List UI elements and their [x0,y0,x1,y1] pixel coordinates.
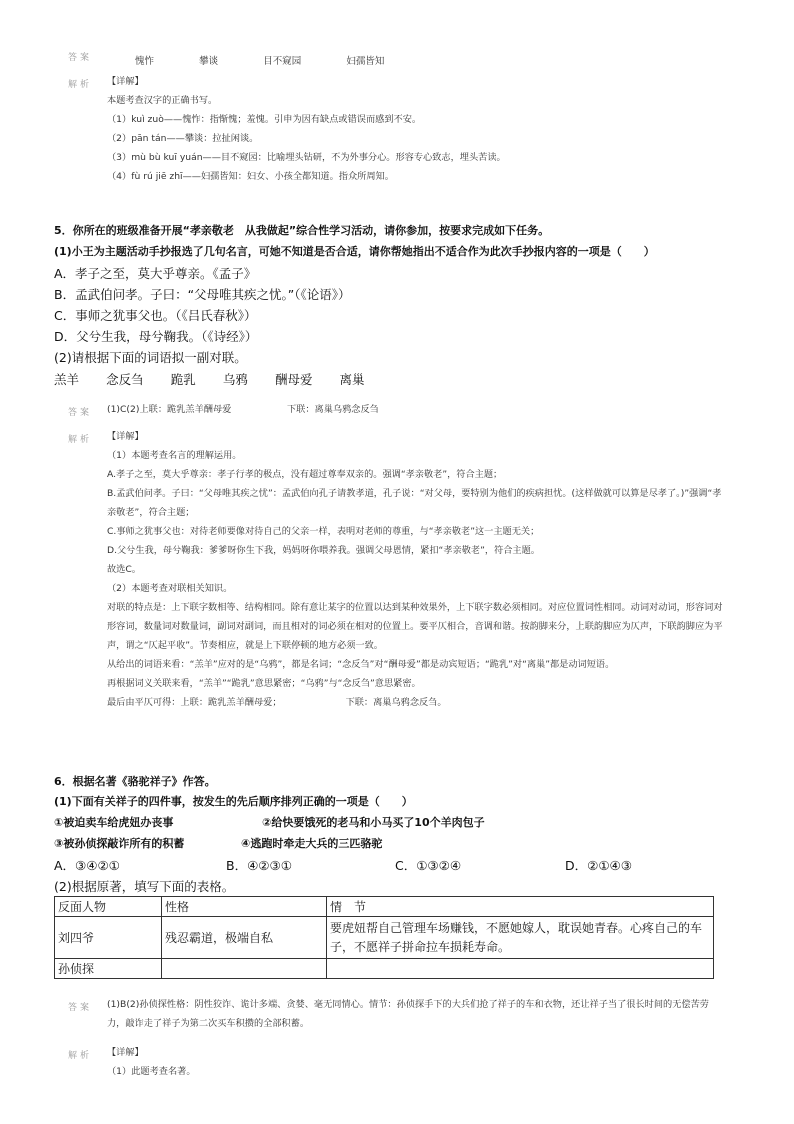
q6-sub1: (1)下面有关祥子的四件事，按发生的先后顺序排列正确的一项是（ ） [54,795,413,808]
table-cell: 要虎妞帮自己管理车场赚钱，不愿她嫁人，耽误她青春。心疼自己的车子，不愿祥子拼命拉车损耗寿命。 [327,917,714,959]
analysis-line: A.孝子之至，莫大乎尊亲：孝子行孝的极点，没有超过尊奉双亲的。强调“孝亲敬老”，符合主题； [107,469,503,480]
q5-option-c: C．事师之犹事父也。（《吕氏春秋》） [54,308,257,323]
analysis-line [107,693,725,712]
character-table [54,896,714,979]
q5-title: 5．你所在的班级准备开展“孝亲敬老 从我做起”综合性学习活动，请你参加，按要求完成如下任务。 [54,224,550,237]
q6-analysis-label: 解析 [68,1051,93,1061]
table-header: 反面人物 [55,897,162,917]
q5-option-d: D．父兮生我，母兮鞠我。（《诗经》） [54,329,258,344]
couplet-word: 酬母爱 [274,372,313,387]
answer-word: 目不窥园 [263,56,302,67]
table-cell: 刘四爷 [55,917,162,959]
answer-word: 愧怍 [135,56,155,67]
table-header: 性格 [162,897,327,917]
q5-answer-b: 下联：离巢乌鸦念反刍 [287,404,379,415]
q6-option-b: B．④②③① [226,858,292,873]
top-analysis [107,72,506,186]
table-cell [327,959,714,979]
q6-answer: (1)B(2)孙侦探性格：阴性狡诈、诡计多端、贪婪、毫无同情心。情节：孙侦探手下的大兵们抢了祥子的车和衣物，还让祥子当了很长时间的无偿苦劳力，敲诈走了祥子为第二次买车积攒的全部积蓄。 [107,999,709,1029]
answer-words [135,49,424,68]
q6-answer-label: 答案 [68,1003,93,1013]
answer-word: 攀谈 [199,56,219,67]
q5-option-a: A．孝子之至，莫大乎尊亲。《孟子》 [54,266,257,281]
table-row [55,917,714,959]
analysis-line: （1）kuì zuò——愧怍：指惭愧；羞愧。引申为因有缺点或错误而感到不安。 [107,114,422,125]
answer-label: 答案 [68,53,93,63]
q5-analysis-label: 解析 [68,435,93,445]
q5-option-b: B．孟武伯问孝。子曰：“父母唯其疾之忧。”（《论语》） [54,287,351,302]
table-header-row [55,897,714,917]
analysis-line: 【详解】 [107,1047,144,1058]
q6-analysis [107,1043,196,1081]
analysis-line: 本题考查汉字的正确书写。 [107,95,218,106]
table-row [55,959,714,979]
q5-sub2: (2)请根据下面的词语拟一副对联。 [54,350,247,365]
analysis-line: （2）pān tán——攀谈：拉扯闲谈。 [107,133,259,144]
q5-answer-label: 答案 [68,408,93,418]
analysis-line: C.事师之犹事父也：对待老师要像对待自己的父亲一样，表明对老师的尊重，与“孝亲敬老”这一主题无关； [107,526,540,537]
analysis-line: （1）此题考查名著。 [107,1066,196,1077]
analysis-line: 【详解】 [107,76,144,87]
q6-event-3: ③被孙侦探敲诈所有的积蓄 [54,837,185,850]
analysis-line: （3）mù bù kuī yuán——目不窥园：比喻埋头钻研，不为外事分心。形容专心致志，埋头苦读。 [107,152,506,163]
table-cell: 孙侦探 [55,959,162,979]
analysis-line: 【详解】 [107,431,144,442]
table-header: 情 节 [327,897,714,917]
analysis-line: （2）本题考查对联相关知识。 [107,583,233,594]
q6-option-c: C．①③②④ [395,858,462,873]
q6-event-4: ④逃跑时牵走大兵的三匹骆驼 [241,837,383,850]
analysis-line: 再根据词义关联来看，“羔羊”“跪乳”意思紧密；“乌鸦”与“念反刍”意思紧密。 [107,678,421,689]
q6-title: 6．根据名著《骆驼祥子》作答。 [54,775,216,788]
q5-words [54,369,387,388]
analysis-line: （4）fù rú jiē zhī——妇孺皆知：妇女、小孩全都知道。指众所周知。 [107,171,394,182]
couplet-word: 离巢 [339,372,365,387]
table-cell [162,959,327,979]
analysis-line: （1）本题考查名言的理解运用。 [107,450,242,461]
q6-event-1: ①被迫卖车给虎妞办丧事 [54,816,174,829]
q6-sub2: (2)根据原著，填写下面的表格。 [54,879,235,894]
q6-option-d: D．②①④③ [565,858,632,873]
couplet-lower: 下联：离巢乌鸦念反刍。 [345,697,447,708]
analysis-line: 从给出的词语来看：“羔羊”应对的是“乌鸦”，都是名词；“念反刍”对“酬母爱”都是动宾短语；“跪乳”对“离巢”都是动词短语。 [107,659,615,670]
analysis-line: D.父兮生我，母兮鞠我：爹爹呀你生下我，妈妈呀你喂养我。强调父母恩情，紧扣“孝亲敬老”，符合主题。 [107,545,540,556]
analysis-line: 故选C。 [107,564,141,575]
analysis-label: 解析 [68,80,93,90]
q5-answer-a: (1)C(2)上联：跪乳羔羊酬母爱 [107,404,232,415]
q6-event-2: ②给快要饿死的老马和小马买了10个羊肉包子 [262,816,485,829]
couplet-word: 羔羊 [54,372,80,387]
couplet-upper: 最后由平仄可得：上联：跪乳羔羊酬母爱； [107,697,282,708]
couplet-word: 乌鸦 [222,372,248,387]
couplet-word: 念反刍 [106,372,144,387]
couplet-word: 跪乳 [170,372,196,387]
analysis-line: 对联的特点是：上下联字数相等、结构相同。除有意让某字的位置以达到某种效果外，上下联字数必须相同。对应位置词性相同。动词对动词，形容词对形容词，数量词对数量词，副词对副词，而且相对的词必须在相对的位置上。要平仄相合，音调和谐。按韵脚来分，上联韵脚应为仄声，下联韵脚应为平声，谓之“仄起平收”。节奏相应，就是上下联停顿的地方必须一致。 [107,602,723,651]
table-cell: 残忍霸道，极端自私 [162,917,327,959]
answer-word: 妇孺皆知 [346,56,385,67]
q5-sub1: (1)小王为主题活动手抄报选了几句名言，可她不知道是否合适，请你帮她指出不适合作为此次手抄报内容的一项是（ ） [54,245,655,258]
analysis-line: B.孟武伯问孝。子曰：“父母唯其疾之忧”：孟武伯向孔子请教孝道，孔子说：“对父母，要特别为他们的疾病担忧。(这样做就可以算是尽孝了。)”强调“孝亲敬老”，符合主题； [107,488,722,518]
q5-analysis [107,427,725,712]
q6-option-a: A．③④②① [54,858,120,873]
